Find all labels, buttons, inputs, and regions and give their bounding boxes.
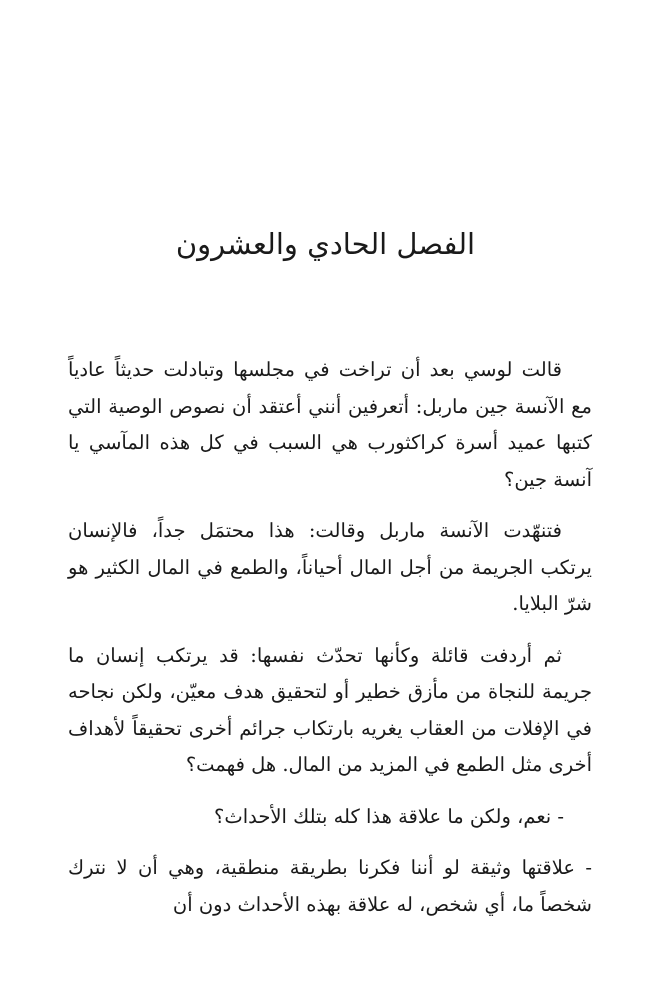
chapter-body — [68, 352, 592, 938]
dialogue-line-reply: - نعم، ولكن ما علاقة هذا كله بتلك الأحداث؟ — [214, 804, 564, 828]
chapter-title: الفصل الحادي والعشرون — [175, 227, 476, 261]
dialogue-line-answer: - علاقتها وثيقة لو أننا فكرنا بطريقة منطقية، وهي أن لا نترك شخصاً ما، أي شخص، له علاقة بهذه الأحداث دون أن — [68, 856, 592, 916]
paragraph-marple-sigh: فتنهّدت الآنسة ماربل وقالت: هذا محتمَل جداً، فالإنسان يرتكب الجريمة من أجل المال أحياناً، والطمع في المال الكثير هو شرّ البلايا. — [68, 519, 592, 615]
paragraph-marple-reflection: ثم أردفت قائلة وكأنها تحدّث نفسها: قد يرتكب إنسان ما جريمة للنجاة من مأزق خطير أو لتحقيق هدف معيّن، ولكن نجاحه في الإفلات من العقاب يغريه بارتكاب جرائم أخرى تحقيقاً لأهداف أخرى مثل الطمع في المزيد من المال. هل فهمت؟ — [68, 643, 592, 776]
paragraph-lucy-question: قالت لوسي بعد أن تراخت في مجلسها وتبادلت حديثاً عادياً مع الآنسة جين ماربل: أتعرفين أنني أعتقد أن نصوص الوصية التي كتبها عميد أسرة كراكثورب هي السبب في كل هذه المآسي يا آنسة جين؟ — [68, 358, 592, 491]
